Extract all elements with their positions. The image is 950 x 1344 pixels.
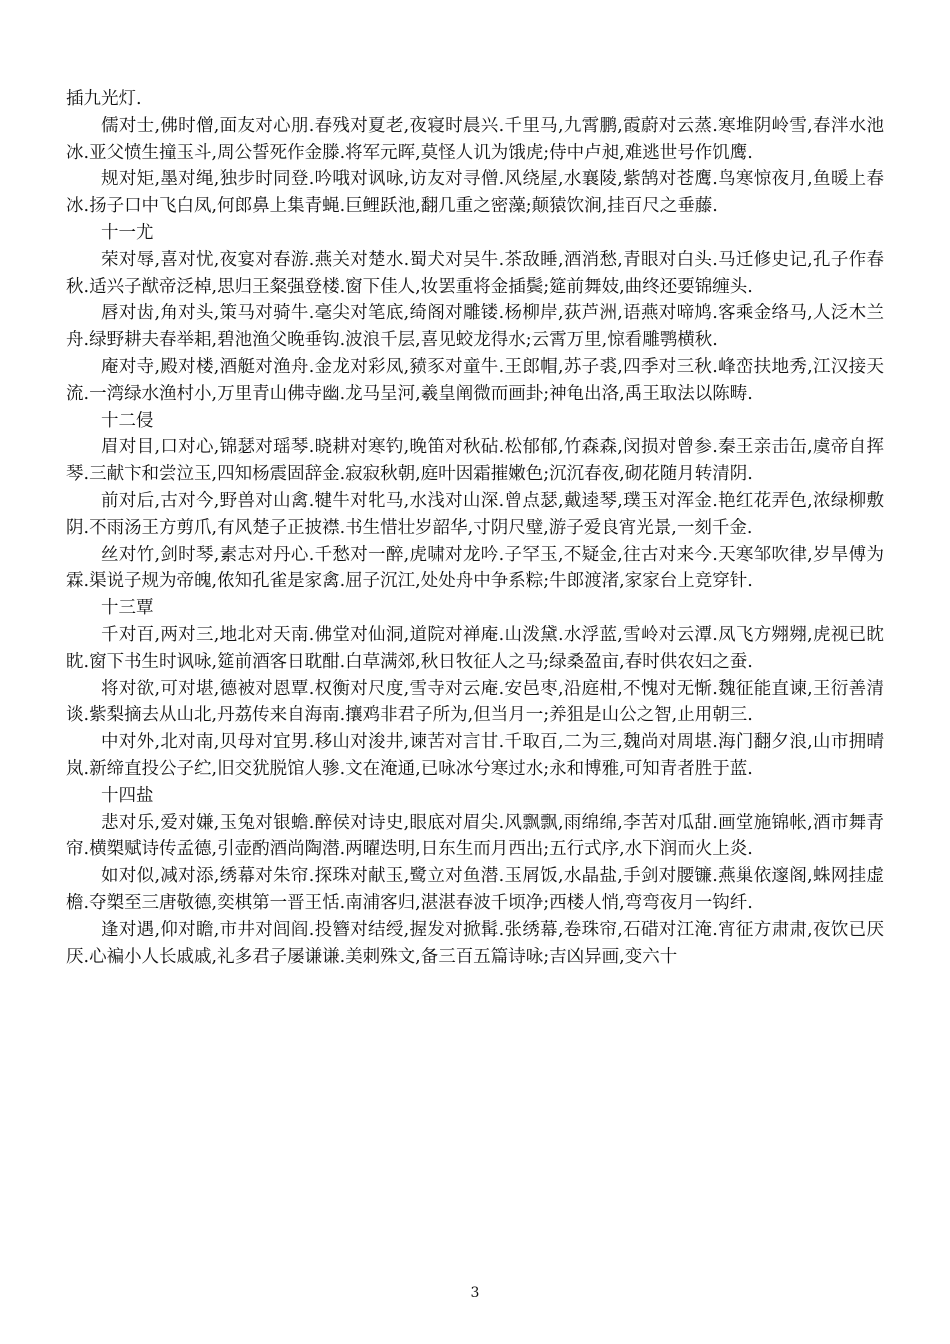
paragraph: 规对矩,墨对绳,独步时同登.吟哦对讽咏,访友对寻僧.风绕屋,水襄陵,紫鹄对苍鹰.鸟寒惊夜月,鱼暖上春冰.扬子口中飞白凤,何郎鼻上集青蝇.巨鲤跃池,翻几重之密藻;颠猿饮涧,挂百尺之垂藤. — [66, 169, 884, 217]
paragraph: 逢对遇,仰对瞻,市井对闾阎.投簪对结绶,握发对掀髯.张绣幕,卷珠帘,石碏对江淹.宵征方肃肃,夜饮已厌厌.心褊小人长戚戚,礼多君子屡谦谦.美刺殊文,备三百五篇诗咏;吉凶异画,变六十 — [66, 919, 884, 967]
paragraph: 庵对寺,殿对楼,酒艇对渔舟.金龙对彩凤,豮豕对童牛.王郎帽,苏子裘,四季对三秋.峰峦扶地秀,江汉接天流.一湾绿水渔村小,万里青山佛寺幽.龙马呈河,羲皇阐微而画卦;神龟出洛,禹王取法以陈畴. — [66, 356, 884, 404]
paragraph: 荣对辱,喜对忧,夜宴对春游.燕关对楚水.蜀犬对吴牛.茶敌睡,酒消愁,青眼对白头.马迁修史记,孔子作春秋.适兴子猷帝泛棹,思归王粲强登楼.窗下佳人,妆罢重将金插鬓;筵前舞妓,曲终还要锦缠头. — [66, 249, 884, 297]
section-heading: 十二侵 — [101, 410, 154, 431]
paragraph: 眉对目,口对心,锦瑟对瑶琴.晓耕对寒钓,晚笛对秋砧.松郁郁,竹森森,闵损对曾参.秦王亲击缶,虞帝自挥琴.三献卞和尝泣玉,四知杨震固辞金.寂寂秋朝,庭叶因霜摧嫩色;沉沉春夜,砌花随月转清阴. — [66, 437, 884, 485]
document-body — [66, 86, 884, 1276]
section-heading: 十一尤 — [101, 222, 154, 243]
paragraph: 悲对乐,爱对嫌,玉兔对银蟾.醉侯对诗史,眼底对眉尖.风飘飘,雨绵绵,李苦对瓜甜.画堂施锦帐,酒市舞青帘.横槊赋诗传孟德,引壶酌酒尚陶潜.两曜迭明,日东生而月西出;五行式序,水下润而火上炎. — [66, 812, 884, 860]
paragraph: 将对欲,可对堪,德被对恩覃.权衡对尺度,雪寺对云庵.安邑枣,沿庭柑,不愧对无惭.魏征能直谏,王衍善清谈.紫梨摘去从山北,丹荔传来自海南.攘鸡非君子所为,但当月一;养狙是山公之智,止用朝三. — [66, 678, 884, 726]
paragraph: 中对外,北对南,贝母对宜男.移山对浚井,谏苦对言甘.千取百,二为三,魏尚对周堪.海门翻夕浪,山市拥晴岚.新缔直投公子纻,旧交犹脱馆人骖.文在淹通,已咏冰兮寒过水;永和博雅,可知青者胜于蓝. — [66, 732, 884, 779]
paragraph: 如对似,减对添,绣幕对朱帘.探珠对献玉,鹭立对鱼潜.玉屑饭,水晶盐,手剑对腰镰.燕巢依邃阁,蛛网挂虚檐.夺槊至三唐敬德,奕棋第一晋王恬.南浦客归,湛湛春波千顷净;西楼人悄,弯弯夜月一钩纤. — [66, 866, 884, 913]
page-number: 3 — [470, 1285, 480, 1301]
paragraph: 儒对士,佛时僧,面友对心朋.春残对夏老,夜寝时晨兴.千里马,九霄鹏,霞蔚对云蒸.寒堆阴岭雪,春泮水池冰.亚父愤生撞玉斗,周公誓死作金滕.将军元晖,莫怪人讥为饿虎;侍中卢昶,难逃世号作饥鹰. — [66, 115, 884, 163]
paragraph: 前对后,古对今,野兽对山禽.犍牛对牝马,水浅对山深.曾点瑟,戴逵琴,璞玉对浑金.艳红花弄色,浓绿柳敷阴.不雨汤王方剪爪,有风楚子正披襟.书生惜壮岁韶华,寸阴尺璧,游子爱良宵光景,一刻千金. — [66, 490, 884, 538]
paragraph: 唇对齿,角对头,策马对骑牛.毫尖对笔底,绮阁对雕镂.杨柳岸,荻芦洲,语燕对啼鸠.客乘金络马,人泛木兰舟.绿野耕夫春举耜,碧池渔父晚垂钩.波浪千层,喜见蛟龙得水;云霄万里,惊看雕鹗横秋. — [66, 303, 884, 351]
paragraph: 丝对竹,剑时琴,素志对丹心.千愁对一醉,虎啸对龙吟.子罕玉,不疑金,往古对来今.天寒邹吹律,岁旱傅为霖.渠说子规为帝魄,侬知孔雀是家禽.屈子沉江,处处舟中争系粽;牛郎渡渚,家家台上竞穿针. — [66, 544, 884, 592]
paragraph: 千对百,两对三,地北对天南.佛堂对仙洞,道院对禅庵.山泼黛.水浮蓝,雪岭对云潭.凤飞方翙翙,虎视已眈眈.窗下书生时讽咏,筵前酒客日耽酣.白草满郊,秋日牧征人之马;绿桑盈亩,春时供农妇之蚕. — [66, 624, 884, 672]
section-heading: 十三覃 — [101, 598, 154, 619]
section-heading: 十四盐 — [101, 785, 154, 806]
paragraph: 插九光灯. — [66, 89, 142, 109]
